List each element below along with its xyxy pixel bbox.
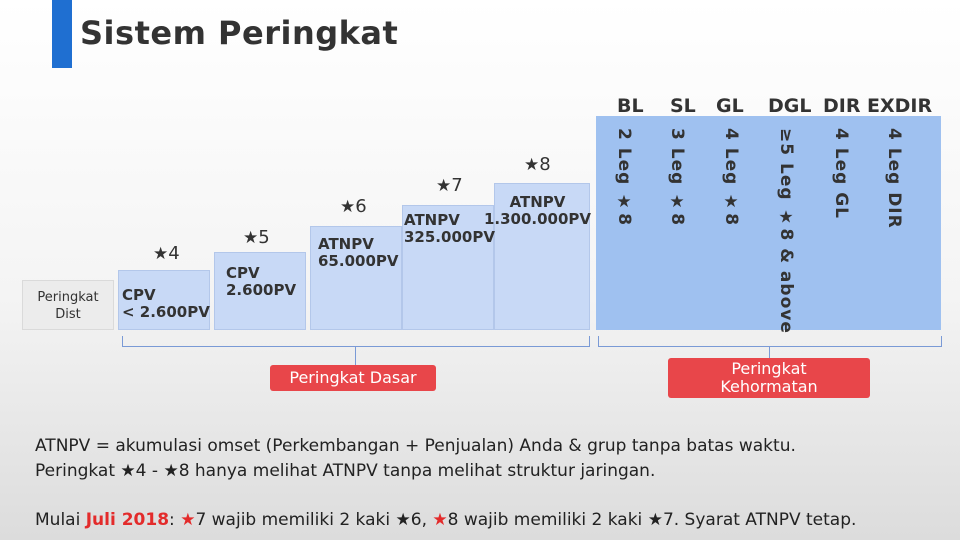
star-icon: ★ <box>163 461 179 481</box>
honor-req-dir: 4 Leg GL <box>831 128 851 219</box>
star4-rank: ★4 <box>153 243 180 264</box>
honor-rank-sl: SL <box>670 95 696 117</box>
star-icon: ★ <box>243 228 259 248</box>
note-atnpv-definition: ATNPV = akumulasi omset (Perkembangan + Penjualan) Anda & grup tanpa batas waktu. <box>35 436 796 456</box>
honor-rank-label: Peringkat Kehormatan <box>668 358 870 398</box>
honor-req-sl: 3 Leg ★8 <box>667 128 687 227</box>
star-icon: ★ <box>340 197 356 217</box>
star5-requirement: CPV 2.600PV <box>226 264 297 299</box>
honor-rank-gl: GL <box>716 95 744 117</box>
star8-rank: ★8 <box>524 154 551 175</box>
star-icon: ★ <box>120 461 136 481</box>
star-icon: ★ <box>395 510 411 530</box>
star8-requirement: ATNPV 1.300.000PV <box>483 193 592 228</box>
honor-req-bl: 2 Leg ★8 <box>614 128 634 227</box>
honor-req-exdir: 4 Leg DIR <box>884 128 904 229</box>
honor-req-dgl: ≥5 Leg ★8 & above <box>776 128 796 334</box>
page-title: Sistem Peringkat <box>80 14 399 52</box>
star-icon: ★ <box>432 510 448 530</box>
star-icon: ★ <box>647 510 663 530</box>
star7-requirement: ATNPV 325.000PV <box>404 211 495 246</box>
star6-rank: ★6 <box>340 196 367 217</box>
dist-label: Peringkat Dist <box>37 290 99 322</box>
star-icon: ★ <box>153 244 169 264</box>
star4-requirement: CPV < 2.600PV <box>122 286 210 321</box>
effective-date: Juli 2018 <box>85 510 170 530</box>
star6-requirement: ATNPV 65.000PV <box>318 235 399 270</box>
honor-req-gl: 4 Leg ★8 <box>721 128 741 227</box>
honor-rank-dir: DIR <box>823 95 861 117</box>
honor-rank-bl: BL <box>617 95 644 117</box>
basic-brace-tick <box>355 346 356 366</box>
star-icon: ★ <box>436 176 452 196</box>
basic-rank-label: Peringkat Dasar <box>270 365 436 391</box>
title-accent-bar <box>52 0 72 68</box>
honor-rank-brace <box>598 336 942 347</box>
star-icon: ★ <box>524 155 540 175</box>
star7-rank: ★7 <box>436 175 463 196</box>
star5-rank: ★5 <box>243 227 270 248</box>
note-rule-change: Mulai Juli 2018: ★7 wajib memiliki 2 kaki ★6, ★8 wajib memiliki 2 kaki ★7. Syarat ATNPV tetap. <box>35 510 857 530</box>
honor-rank-exdir: EXDIR <box>867 95 933 117</box>
star-icon: ★ <box>180 510 196 530</box>
basic-rank-brace <box>122 336 590 347</box>
note-atnpv-scope: Peringkat ★4 - ★8 hanya melihat ATNPV tanpa melihat struktur jaringan. <box>35 461 656 481</box>
honor-rank-dgl: DGL <box>768 95 812 117</box>
